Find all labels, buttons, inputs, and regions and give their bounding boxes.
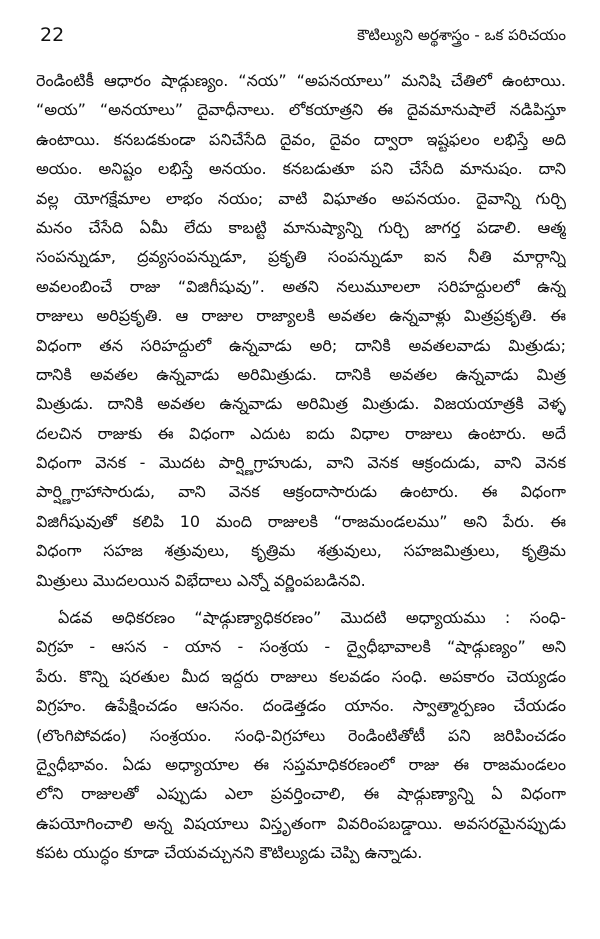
text-line: పార్ష్ణిగ్రాహాసారుడు, వాని వెనక ఆక్రందాసారుడు ఉంటారు. ఈ విధంగా — [36, 482, 566, 502]
paragraph-1 — [36, 66, 566, 595]
page-number: 22 — [40, 24, 65, 46]
text-line: ద్వైధీభావం. ఏడు అధ్యాయాల ఈ సప్తమాధికరణంలో రాజు ఈ రాజమండలం — [36, 754, 566, 774]
text-line: “అయ” “అనయాలు” దైవాధీనాలు. లోకయాత్రని ఈ దైవమానుషాలే నడిపిస్తూ — [36, 100, 566, 120]
text-line: ఏడవ అధికరణం “షాడ్గుణ్యాధికరణం” మొదటి అధ్యాయము : సంధి- — [58, 608, 566, 628]
text-line: విధంగా సహజ శత్రువులు, కృత్రిమ శత్రువులు, సహజమిత్రులు, కృత్రిమ — [36, 541, 566, 561]
text-line: దానికి అవతల ఉన్నవాడు అరిమిత్రుడు. దానికి అవతల ఉన్నవాడు మిత్ర — [36, 364, 566, 384]
text-line: పేరు. కొన్ని షరతుల మీద ఇద్దరు రాజులు కలవడం సంధి. అపకారం చెయ్యడం — [36, 666, 566, 686]
page-header — [40, 24, 566, 54]
text-line: కపట యుద్ధం కూడా చేయవచ్చునని కౌటిల్యుడు చెప్పి ఉన్నాడు. — [36, 843, 423, 863]
body-text — [36, 66, 566, 868]
running-title: కౌటిల్యుని అర్థశాస్త్రం - ఒక పరిచయం — [357, 26, 566, 44]
text-line: అయం. అనిష్టం లభిస్తే అనయం. కనబడుతూ పని చేసేది మానుషం. దాని — [36, 159, 566, 179]
text-line: విధంగా తన సరిహద్దులో ఉన్నవాడు అరి; దానికి అవతలవాడు మిత్రుడు; — [36, 335, 566, 355]
text-line: (లొంగిపోవడం) సంశ్రయం. సంధి-విగ్రహాలు రెండింటితోటీ పని జరిపించడం — [36, 725, 566, 745]
text-line: ఉంటాయి. కనబడకుండా పనిచేసేది దైవం, దైవం ద్వారా ఇష్టఫలం లభిస్తే అది — [36, 129, 566, 149]
text-line: మిత్రులు మొదలయిన విభేదాలు ఎన్నో వర్ణింపబడినవి. — [36, 570, 366, 590]
text-line: ఉపయోగించాలి అన్న విషయాలు విస్తృతంగా వివరింపబడ్డాయి. అవసరమైనప్పుడు — [36, 813, 566, 833]
text-line: మనం చేసేది ఏమీ లేదు కాబట్టి మానుష్యాన్ని గుర్చి జాగర్త పడాలి. ఆత్మ — [36, 217, 566, 237]
text-line: రాజులు అరిప్రకృతి. ఆ రాజుల రాజ్యాలకి అవతల ఉన్నవాళ్లు మిత్రప్రకృతి. ఈ — [36, 306, 566, 326]
text-line: లోని రాజులతో ఎప్పుడు ఎలా ప్రవర్తించాలి, ఈ షాడ్గుణ్యాన్ని ఏ విధంగా — [36, 784, 566, 804]
text-line: విగ్రహ - ఆసన - యాన - సంశ్రయ - ద్వైధీభావాలకి “షాడ్గుణ్యం” అని — [36, 637, 566, 657]
text-line: దలచిన రాజుకు ఈ విధంగా ఎదుట ఐదు విధాల రాజులు ఉంటారు. అదే — [36, 423, 566, 443]
text-line: వల్ల యోగక్షేమాల లాభం నయం; వాటి విఘాతం అపనయం. దైవాన్ని గుర్చి — [36, 188, 566, 208]
text-line: విగ్రహం. ఉపేక్షించడం ఆసనం. దండెత్తడం యానం. స్వాత్మార్పణం చేయడం — [36, 696, 566, 716]
text-line: మిత్రుడు. దానికి అవతల ఉన్నవాడు అరిమిత్ర మిత్రుడు. విజయయాత్రకి వెళ్ళ — [36, 394, 566, 414]
text-line: విధంగా వెనక - మొదట పార్ష్ణిగ్రాహుడు, వాని వెనక ఆక్రందుడు, వాని వెనక — [36, 453, 566, 473]
text-line: సంపన్నుడూ, ద్రవ్యసంపన్నుడూ, ప్రకృతి సంపన్నుడూ ఐన నీతి మార్గాన్ని — [36, 247, 566, 267]
text-line: అవలంబించే రాజు “విజిగీషువు”. అతని నలుమూలలా సరిహద్దులలో ఉన్న — [36, 276, 566, 296]
text-line: రెండింటికీ ఆధారం షాడ్గుణ్యం. “నయ” “అపనయాలు” మనిషి చేతిలో ఉంటాయి. — [36, 71, 566, 90]
paragraph-2 — [36, 603, 566, 868]
text-line: విజిగీషువుతో కలిపి 10 మంది రాజులకి “రాజమండలము” అని పేరు. ఈ — [36, 511, 566, 531]
